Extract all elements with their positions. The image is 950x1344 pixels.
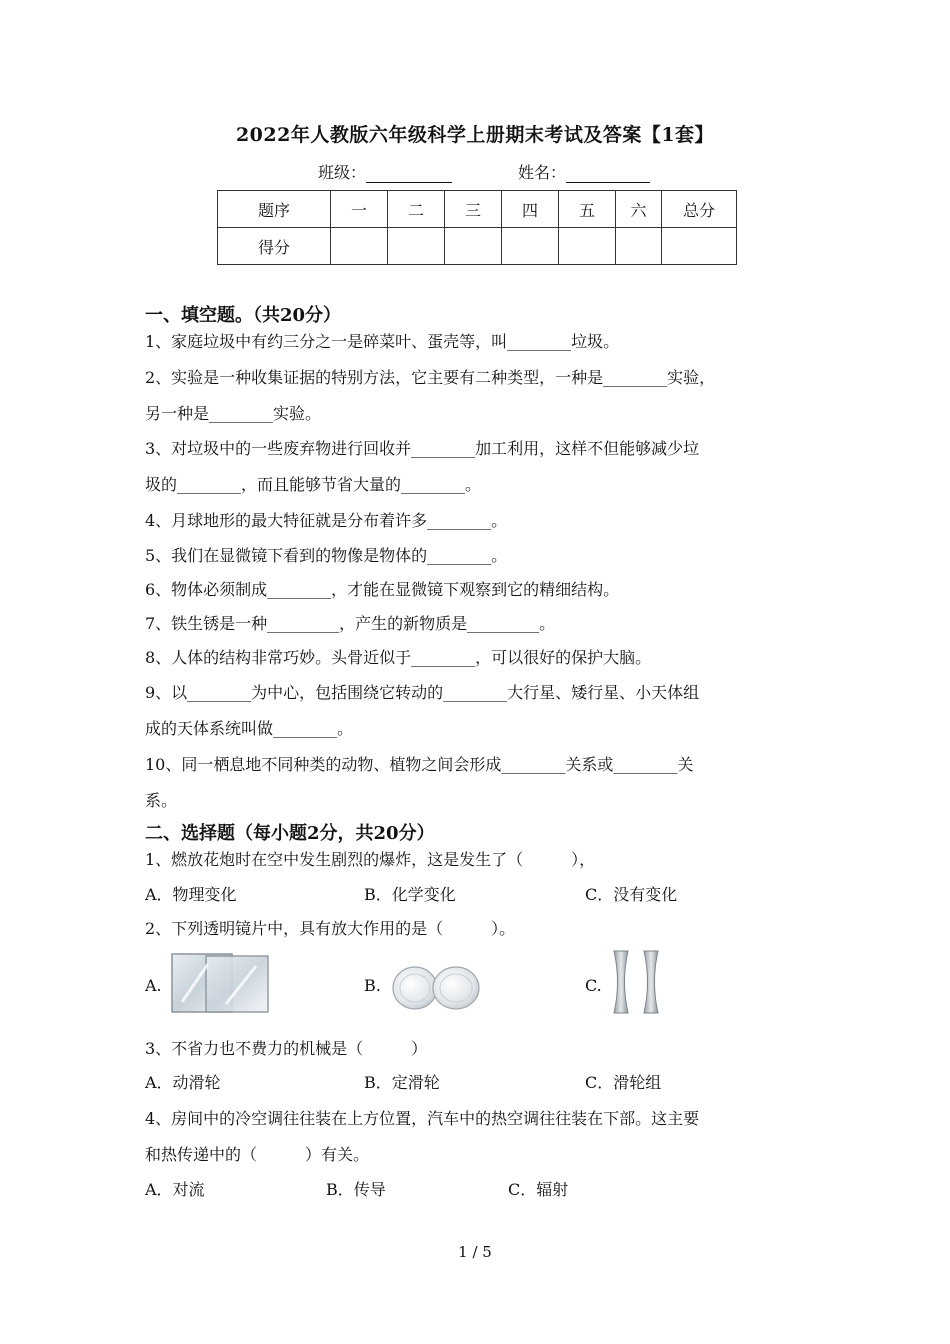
score-cell[interactable] [445, 228, 502, 265]
class-blank[interactable] [366, 166, 452, 183]
fill-question-8: 8、人体的结构非常巧妙。头骨近似于________，可以很好的保护大脑。 [145, 648, 652, 667]
table-cell: 六 [616, 191, 662, 228]
score-table [217, 190, 737, 265]
page-title: 2022年人教版六年级科学上册期末考试及答案【1套】 [235, 124, 715, 146]
q2-option-b[interactable]: B. [364, 976, 381, 995]
fill-question-10: 10、同一栖息地不同种类的动物、植物之间会形成________关系或________关 [145, 755, 694, 774]
class-label: 班级： [318, 163, 367, 182]
q2-option-c[interactable]: C. [585, 976, 602, 995]
name-blank[interactable] [566, 166, 650, 183]
name-label: 姓名： [518, 163, 567, 182]
fill-question-5: 5、我们在显微镜下看到的物像是物体的________。 [145, 546, 508, 565]
choice-question-3: 3、不省力也不费力的机械是（ ） [145, 1039, 428, 1058]
q4-option-a[interactable]: A．对流 [145, 1180, 205, 1199]
score-table-score-row [218, 228, 737, 265]
table-cell: 五 [559, 191, 616, 228]
q1-option-a[interactable]: A．物理变化 [145, 885, 237, 904]
q3-option-a[interactable]: A．动滑轮 [145, 1073, 221, 1092]
section1-heading: 一、填空题。（共20分） [145, 305, 342, 326]
table-cell: 三 [445, 191, 502, 228]
q3-option-b[interactable]: B．定滑轮 [364, 1073, 440, 1092]
fill-question-6: 6、物体必须制成________，才能在显微镜下观察到它的精细结构。 [145, 580, 620, 599]
q1-option-b[interactable]: B．化学变化 [364, 885, 456, 904]
fill-question-10-cont: 系。 [145, 791, 178, 810]
q3-option-c[interactable]: C．滑轮组 [585, 1073, 662, 1092]
q4-option-b[interactable]: B．传导 [326, 1180, 386, 1199]
fill-question-2-cont: 另一种是________实验。 [145, 404, 322, 423]
score-cell[interactable] [388, 228, 445, 265]
table-cell: 题序 [218, 191, 331, 228]
q1-option-c[interactable]: C．没有变化 [585, 885, 678, 904]
table-cell: 二 [388, 191, 445, 228]
choice-question-1: 1、燃放花炮时在空中发生剧烈的爆炸，这是发生了（ ）， [145, 850, 596, 869]
section2-heading: 二、选择题（每小题2分，共20分） [145, 823, 435, 844]
choice-question-2: 2、下列透明镜片中，具有放大作用的是（ ）。 [145, 919, 516, 938]
page-number: 1 / 5 [458, 1243, 492, 1261]
table-cell: 总分 [662, 191, 737, 228]
table-cell: 四 [502, 191, 559, 228]
name-field [518, 160, 650, 183]
q4-option-c[interactable]: C．辐射 [508, 1180, 569, 1199]
score-cell[interactable] [616, 228, 662, 265]
fill-question-1: 1、家庭垃圾中有约三分之一是碎菜叶、蛋壳等，叫________垃圾。 [145, 332, 620, 351]
concave-lens-icon [610, 948, 664, 1016]
score-cell[interactable] [502, 228, 559, 265]
choice-question-4: 4、房间中的冷空调往往装在上方位置，汽车中的热空调往往装在下部。这主要 [145, 1109, 700, 1128]
table-cell: 得分 [218, 228, 331, 265]
score-cell[interactable] [331, 228, 388, 265]
score-table-header-row [218, 191, 737, 228]
class-field [318, 160, 452, 183]
q2-option-a[interactable]: A. [145, 976, 162, 995]
convex-lens-icon [390, 964, 484, 1012]
table-cell: 一 [331, 191, 388, 228]
score-cell[interactable] [662, 228, 737, 265]
fill-question-4: 4、月球地形的最大特征就是分布着许多________。 [145, 511, 508, 530]
fill-question-9: 9、以________为中心，包括围绕它转动的________大行星、矮行星、小天体组 [145, 683, 700, 702]
fill-question-9-cont: 成的天体系统叫做________。 [145, 719, 354, 738]
fill-question-2: 2、实验是一种收集证据的特别方法，它主要有二种类型，一种是________实验， [145, 368, 716, 387]
fill-question-3-cont: 圾的________，而且能够节省大量的________。 [145, 475, 482, 494]
flat-glass-plates-icon [168, 950, 272, 1016]
fill-question-7: 7、铁生锈是一种_________，产生的新物质是_________。 [145, 614, 556, 633]
fill-question-3: 3、对垃圾中的一些废弃物进行回收并________加工利用，这样不但能够减少垃 [145, 439, 700, 458]
score-cell[interactable] [559, 228, 616, 265]
choice-question-4-cont: 和热传递中的（ ）有关。 [145, 1145, 370, 1164]
